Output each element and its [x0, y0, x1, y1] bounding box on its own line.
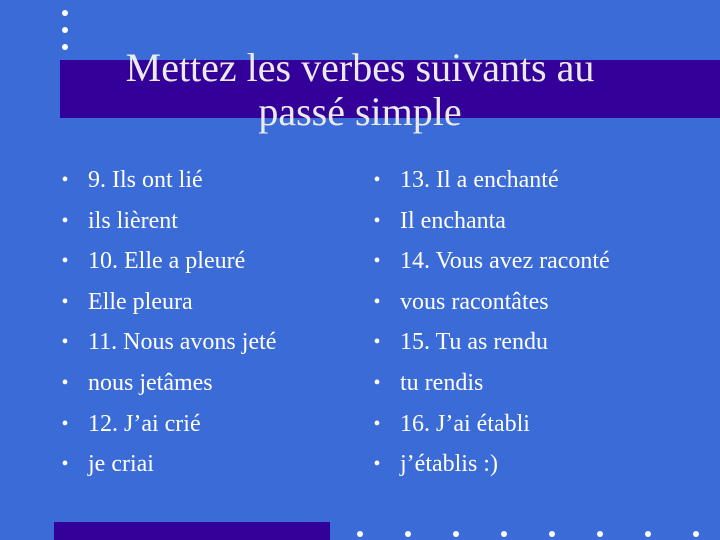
decor-dot [62, 27, 68, 33]
list-item-text: vous racontâtes [400, 288, 549, 315]
bullet-icon: • [373, 250, 381, 273]
list-item [58, 322, 348, 363]
bullet-icon: • [373, 290, 381, 313]
right-bullet-list [370, 160, 700, 485]
bullet-icon: • [61, 209, 69, 232]
list-item [370, 404, 700, 445]
list-item-text: je criai [88, 451, 154, 478]
list-item [58, 363, 348, 404]
bullet-icon: • [61, 371, 69, 394]
list-item [370, 322, 700, 363]
list-item [58, 282, 348, 323]
list-item [58, 160, 348, 201]
list-item-text: tu rendis [400, 369, 484, 396]
list-item [370, 282, 700, 323]
list-item [370, 363, 700, 404]
list-item-text: 13. Il a enchanté [400, 167, 559, 193]
list-item [58, 404, 348, 445]
list-item-text: 11. Nous avons jeté [88, 329, 277, 356]
list-item [58, 241, 348, 282]
bullet-icon: • [373, 371, 381, 394]
decor-dot [453, 531, 459, 537]
list-item-text: 14. Vous avez raconté [400, 248, 610, 275]
bullet-icon: • [373, 209, 381, 232]
list-item-text: 12. J’ai crié [88, 410, 201, 437]
list-item [370, 444, 700, 485]
bullet-icon: • [373, 412, 381, 435]
list-item [370, 201, 700, 242]
bullet-icon: • [61, 331, 69, 354]
bullet-icon: • [61, 169, 69, 191]
list-item-text: 9. Ils ont lié [88, 167, 203, 193]
bullet-icon: • [61, 290, 69, 313]
bullet-icon: • [61, 250, 69, 273]
decor-dot [645, 531, 651, 537]
list-item-text: nous jetâmes [88, 369, 213, 396]
list-item [370, 160, 700, 201]
decor-dot [357, 531, 363, 537]
left-bullet-list [58, 160, 348, 485]
slide-title-line-1: Mettez les verbes suivants au [125, 45, 595, 90]
decor-dot [405, 531, 411, 537]
bullet-icon: • [373, 169, 381, 191]
list-item-text: Elle pleura [88, 288, 193, 315]
list-item-text: 10. Elle a pleuré [88, 248, 246, 275]
list-item [370, 241, 700, 282]
decor-dot [62, 10, 68, 16]
bottom-accent-bar [54, 522, 330, 540]
slide-title [60, 46, 660, 134]
decor-dot [549, 531, 555, 537]
list-item-text: j’établis :) [400, 451, 498, 478]
bullet-icon: • [61, 412, 69, 435]
list-item-text: 16. J’ai établi [400, 410, 530, 437]
bullet-icon: • [373, 453, 381, 476]
list-item [58, 201, 348, 242]
list-item [58, 444, 348, 485]
list-item-text: ils lièrent [88, 207, 178, 234]
bullet-icon: • [61, 453, 69, 476]
bullet-icon: • [373, 331, 381, 354]
decor-dot [501, 531, 507, 537]
slide-title-line-2: passé simple [258, 89, 462, 134]
decor-dot [597, 531, 603, 537]
list-item-text: Il enchanta [400, 207, 506, 234]
decor-dot [693, 531, 699, 537]
list-item-text: 15. Tu as rendu [400, 329, 549, 356]
